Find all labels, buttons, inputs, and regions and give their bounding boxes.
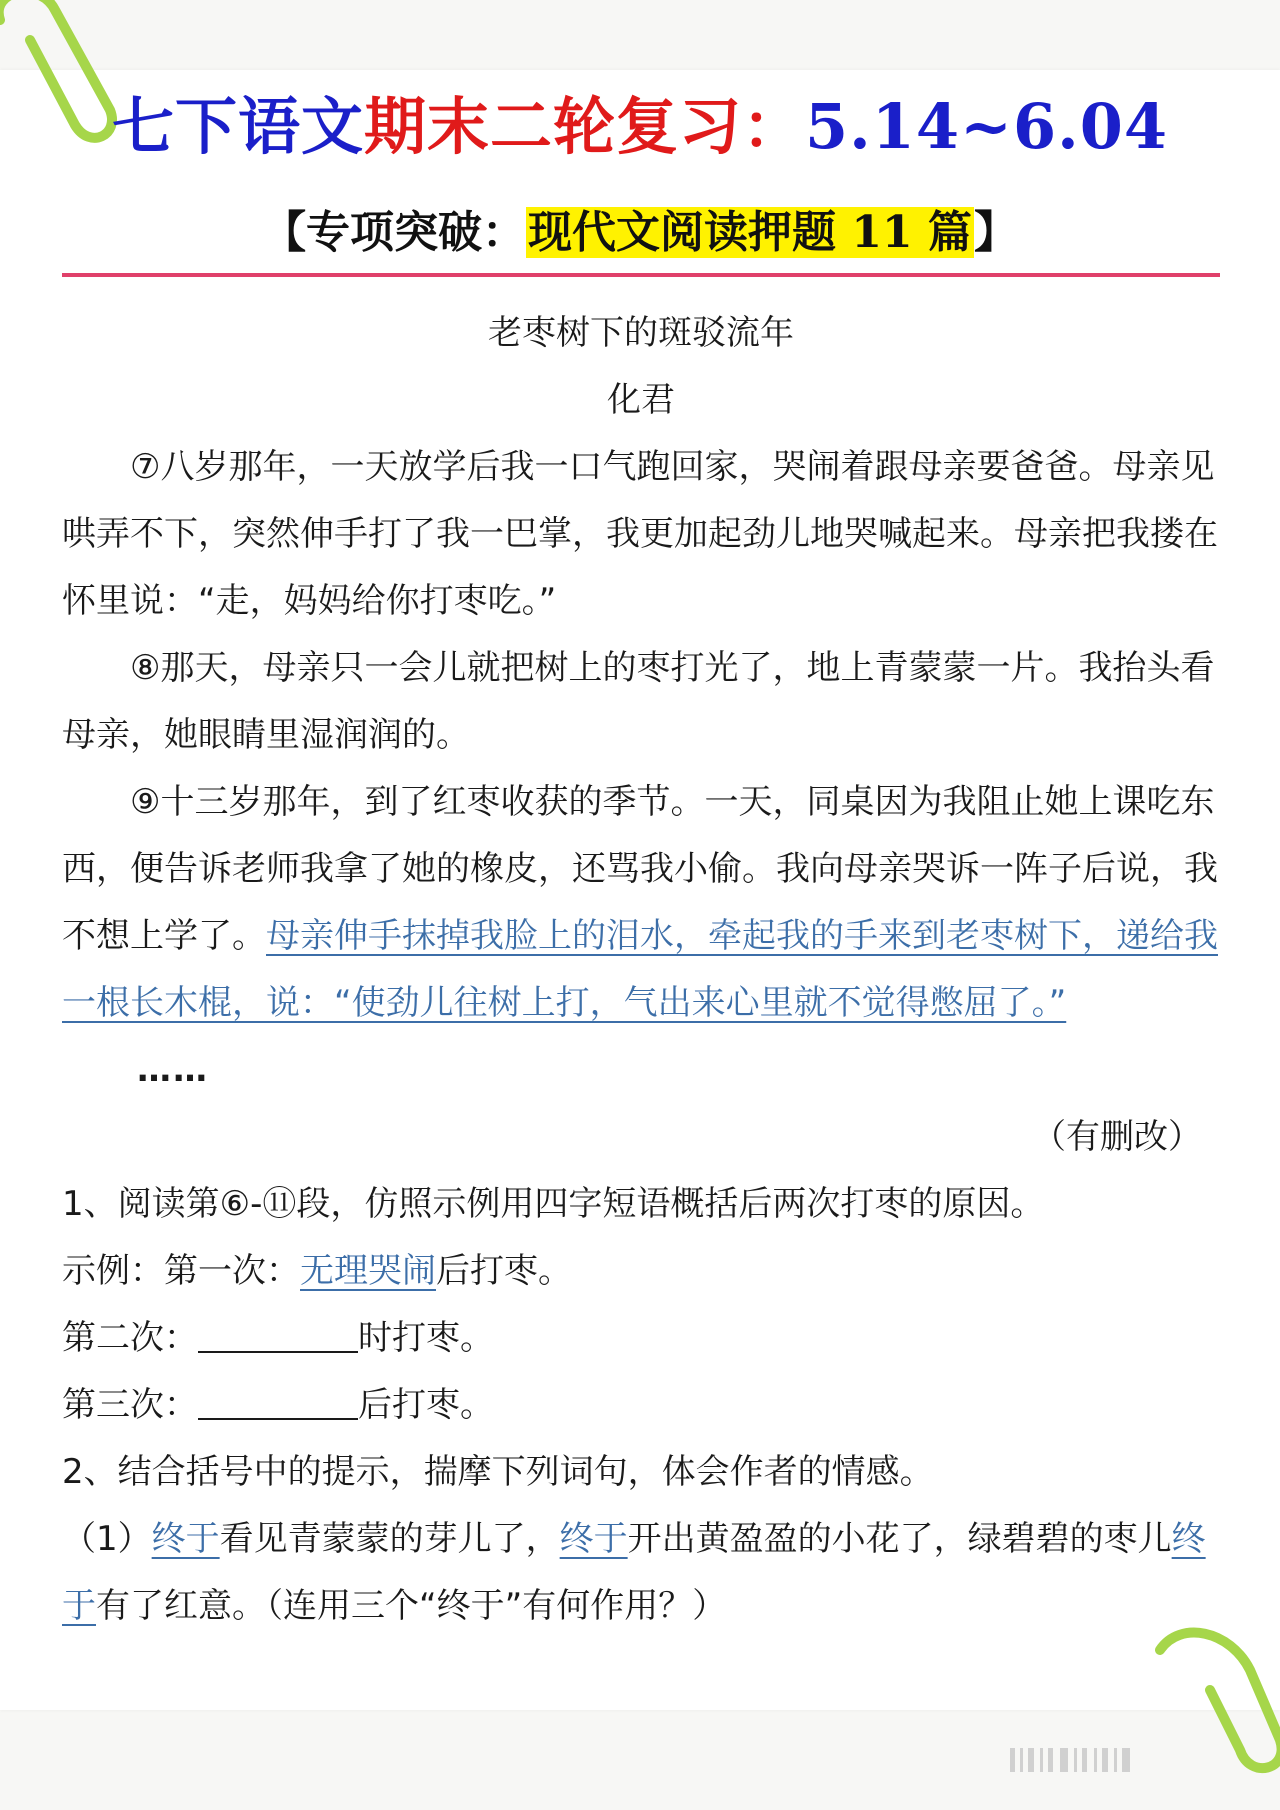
q2-1-text-c: 有了红意。（连用三个“终于”有何作用？）	[96, 1586, 727, 1626]
example-answer: 无理哭闹	[300, 1251, 436, 1291]
paragraph-9	[62, 769, 1220, 1037]
main-title	[0, 84, 1280, 170]
keyword-zhongyu-3: 终于	[62, 1519, 1206, 1626]
second-suffix: 时打枣。	[358, 1318, 494, 1358]
third-prefix: 第三次：	[62, 1385, 198, 1425]
divider-rule	[62, 273, 1220, 277]
q2-1-number: （1）	[62, 1519, 152, 1559]
article-author: 化君	[607, 380, 675, 420]
third-line	[62, 1372, 1220, 1439]
second-prefix: 第二次：	[62, 1318, 198, 1358]
edit-note: （有删改）	[1032, 1117, 1202, 1157]
subtitle-close: 】	[973, 207, 1018, 258]
example-suffix: 后打枣。	[436, 1251, 572, 1291]
keyword-zhongyu-2: 终于	[559, 1519, 628, 1559]
subtitle	[0, 198, 1280, 268]
third-suffix: 后打枣。	[358, 1385, 494, 1425]
q2-1-text-b: 开出黄盈盈的小花了，绿碧碧的枣儿	[627, 1519, 1172, 1559]
ellipsis: ……	[137, 1050, 209, 1090]
subtitle-open: 【专项突破：	[262, 207, 527, 258]
title-part-1: 七下语文	[112, 90, 365, 163]
subtitle-highlight: 现代文阅读押题 11 篇	[528, 207, 972, 258]
q2-1-text-a: 看见青蒙蒙的芽儿了，	[219, 1519, 560, 1559]
barcode-watermark-icon	[1000, 1740, 1260, 1780]
underlined-passage: 母亲伸手抹掉我脸上的泪水，牵起我的手来到老枣树下，递给我一根长木棍，说：“使劲儿往树上打，气出来心里就不觉得憋屈了。”	[62, 916, 1218, 1023]
paragraph-7: ⑦八岁那年，一天放学后我一口气跑回家，哭闹着跟母亲要爸爸。母亲见哄弄不下，突然伸手打了我一巴掌，我更加起劲儿地哭喊起来。母亲把我搂在怀里说：“走，妈妈给你打枣吃。”	[62, 447, 1218, 621]
keyword-zhongyu-1: 终于	[151, 1519, 220, 1559]
question-1: 1、阅读第⑥-⑪段，仿照示例用四字短语概括后两次打枣的原因。	[62, 1184, 1045, 1224]
answer-blank-3[interactable]	[198, 1388, 358, 1420]
second-line	[62, 1305, 1220, 1372]
paragraph-9-text: ⑨十三岁那年，到了红枣收获的季节。一天，同桌因为我阻止她上课吃东西，便告诉老师我拿了她的橡皮，还骂我小偷。我向母亲哭诉一阵子后说，我不想上学了。	[62, 782, 1218, 956]
title-part-3: 5.14~6.04	[805, 90, 1168, 163]
question-2-1	[62, 1506, 1220, 1640]
article-title: 老枣树下的斑驳流年	[488, 313, 794, 353]
paragraph-8: ⑧那天，母亲只一会儿就把树上的枣打光了，地上青蒙蒙一片。我抬头看母亲，她眼睛里湿润润的。	[62, 648, 1215, 755]
answer-blank-2[interactable]	[198, 1321, 358, 1353]
document-body	[62, 300, 1220, 1640]
question-2: 2、结合括号中的提示，揣摩下列词句，体会作者的情感。	[62, 1452, 934, 1492]
example-line	[62, 1238, 1220, 1305]
example-prefix: 示例：第一次：	[62, 1251, 300, 1291]
title-part-2: 期末二轮复习：	[364, 90, 806, 163]
